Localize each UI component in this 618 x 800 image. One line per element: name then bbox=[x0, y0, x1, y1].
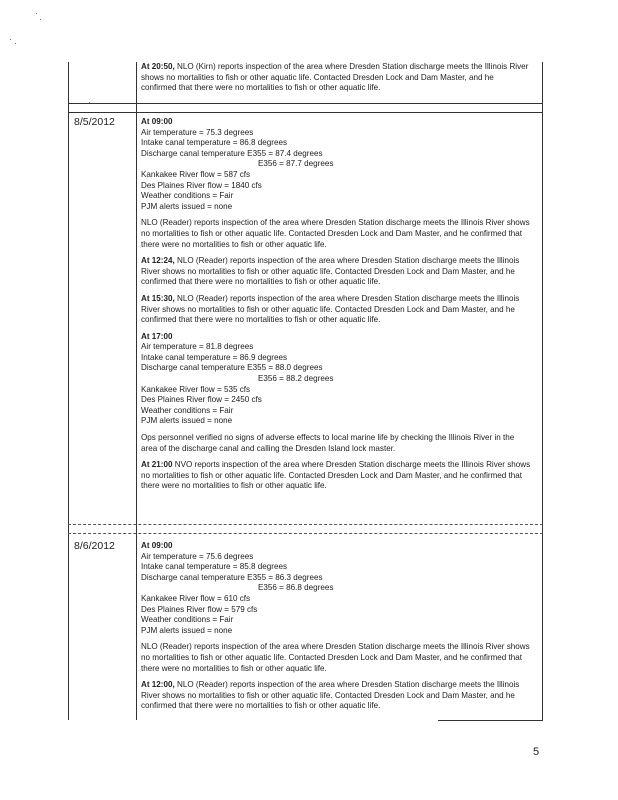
row-divider bbox=[438, 720, 543, 721]
reading-line: Air temperature = 81.8 degrees bbox=[141, 342, 254, 352]
page-number: 5 bbox=[533, 746, 540, 758]
reading-line: Weather conditions = Fair bbox=[141, 405, 234, 415]
entry-text: NLO (Reader) reports inspection of the area where Dresden Station discharge meets the Illinois River shows no mortalities to fish or other aquatic life. Contacted Dresden Lock and Dam Master, and he confirmed that there were no mortalities to fish or other aquatic life. bbox=[141, 642, 530, 673]
reading-block bbox=[141, 117, 531, 212]
reading-line: Des Plaines River flow = 2450 cfs bbox=[141, 395, 262, 405]
entry-time: At 09:00 bbox=[141, 541, 173, 550]
reading-line: Weather conditions = Fair bbox=[141, 615, 234, 625]
scan-speck bbox=[10, 39, 11, 40]
reading-line: Des Plaines River flow = 1840 cfs bbox=[141, 180, 262, 190]
reading-line: Kankakee River flow = 535 cfs bbox=[141, 384, 251, 394]
log-entry bbox=[141, 680, 531, 712]
entry-text: NLO (Reader) reports inspection of the area where Dresden Station discharge meets the Illinois River shows no mortalities to fish or other aquatic life. Contacted Dresden Lock and Dam Master, and he confirmed that there were no mortalities to fish or other aquatic life. bbox=[141, 256, 520, 287]
scan-speck bbox=[40, 19, 41, 20]
row-divider bbox=[68, 103, 543, 104]
row-divider-dashed bbox=[68, 533, 543, 534]
entry-time: At 21:00 bbox=[141, 460, 173, 470]
reading-line: PJM alerts issued = none bbox=[141, 625, 233, 635]
reading-line: Intake canal temperature = 85.8 degrees bbox=[141, 562, 288, 572]
reading-line: Kankakee River flow = 587 cfs bbox=[141, 169, 251, 179]
row-date: 8/6/2012 bbox=[74, 540, 115, 552]
log-entry bbox=[141, 460, 531, 492]
row-date: 8/5/2012 bbox=[74, 116, 115, 128]
reading-line: E356 = 87.7 degrees bbox=[258, 159, 334, 169]
entry-text: NLO (Kirn) reports inspection of the area where Dresden Station discharge meets the Illinois River shows no mortalities to fish or other aquatic life. Contacted Dresden Lock and Dam Master, and he confirmed that there were no mortalities to fish or other aquatic life. bbox=[141, 62, 529, 93]
reading-line: Air temperature = 75.6 degrees bbox=[141, 551, 254, 561]
table-right-border bbox=[542, 62, 543, 720]
log-row bbox=[141, 541, 531, 718]
reading-line: PJM alerts issued = none bbox=[141, 201, 233, 211]
log-entry bbox=[141, 294, 531, 326]
entry-time: At 17:00 bbox=[141, 331, 173, 341]
scan-speck bbox=[15, 43, 16, 44]
reading-line: Weather conditions = Fair bbox=[141, 191, 234, 201]
entry-text: Ops personnel verified no signs of adverse effects to local marine life by checking the Illinois River in the area of the discharge canal and calling the Dresden Island lock master. bbox=[141, 433, 515, 453]
reading-line: E356 = 86.8 degrees bbox=[258, 583, 334, 593]
entry-text: NLO (Reader) reports inspection of the area where Dresden Station discharge meets the Illinois River shows no mortalities to fish or other aquatic life. Contacted Dresden Lock and Dam Master, and he confirmed that there were no mortalities to fish or other aquatic life. bbox=[141, 680, 520, 711]
row-divider-dashed bbox=[68, 524, 543, 525]
log-row bbox=[141, 62, 531, 100]
reading-line: Discharge canal temperature E355 = 88.0 degrees bbox=[141, 363, 323, 373]
reading-line: Intake canal temperature = 86.9 degrees bbox=[141, 352, 288, 362]
entry-time: At 12:24, bbox=[141, 256, 175, 266]
reading-block bbox=[141, 541, 531, 636]
log-entry bbox=[141, 433, 531, 454]
reading-line: Discharge canal temperature E355 = 87.4 degrees bbox=[141, 148, 323, 158]
entry-time: At 15:30, bbox=[141, 293, 175, 303]
entry-text: NLO (Reader) reports inspection of the area where Dresden Station discharge meets the Illinois River shows no mortalities to fish or other aquatic life. Contacted Dresden Lock and Dam Master, and he confirmed that there were no mortalities to fish or other aquatic life. bbox=[141, 293, 520, 325]
log-entry bbox=[141, 256, 531, 288]
reading-line: Des Plaines River flow = 579 cfs bbox=[141, 604, 258, 614]
row-divider bbox=[68, 112, 543, 113]
reading-line: Kankakee River flow = 610 cfs bbox=[141, 593, 251, 603]
log-entry bbox=[141, 62, 531, 94]
log-row bbox=[141, 117, 531, 498]
table-left-border bbox=[68, 62, 69, 720]
entry-time: At 12:00, bbox=[141, 680, 175, 690]
reading-line: E356 = 88.2 degrees bbox=[258, 374, 334, 384]
entry-time: At 20:50, bbox=[141, 62, 175, 71]
reading-line: PJM alerts issued = none bbox=[141, 416, 233, 426]
reading-block bbox=[141, 332, 531, 427]
reading-line: Discharge canal temperature E355 = 86.3 degrees bbox=[141, 572, 323, 582]
log-entry bbox=[141, 642, 531, 674]
reading-line: Intake canal temperature = 86.8 degrees bbox=[141, 138, 288, 148]
log-entry bbox=[141, 218, 531, 250]
reading-line: Air temperature = 75.3 degrees bbox=[141, 127, 254, 137]
table-column-divider bbox=[136, 62, 137, 720]
entry-text: NVO reports inspection of the area where Dresden Station discharge meets the Illinois River shows no mortalities to fish or other aquatic life. Contacted Dresden Lock and Dam Master, and he confirmed that there were no mortalities to fish or other aquatic life. bbox=[141, 460, 531, 491]
entry-time: At 09:00 bbox=[141, 117, 173, 126]
entry-text: NLO (Reader) reports inspection of the area where Dresden Station discharge meets the Illinois River shows no mortalities to fish or other aquatic life. Contacted Dresden Lock and Dam Master, and he confirmed that there were no mortalities to fish or other aquatic life. bbox=[141, 218, 530, 249]
scan-speck bbox=[36, 13, 37, 14]
